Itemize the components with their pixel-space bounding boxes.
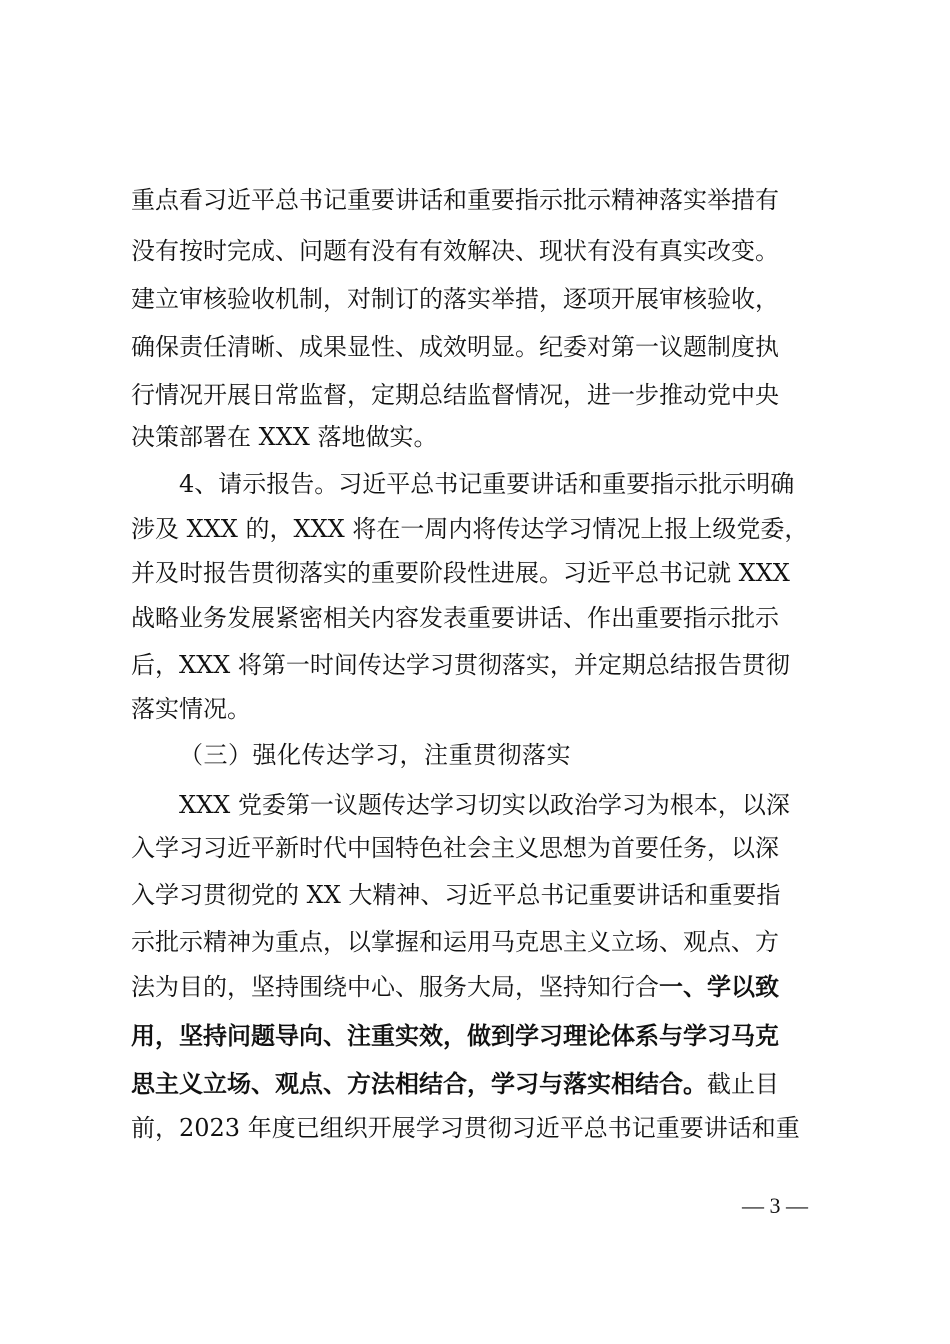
paragraph-line: 涉及 XXX 的，XXX 将在一周内将传达学习情况上报上级党委， (131, 515, 809, 543)
paragraph-line: 没有按时完成、问题有没有有效解决、现状有没有真实改变。 (131, 237, 779, 265)
text-run: 法为目的，坚持围绕中心、服务大局，坚持知行合 (131, 973, 659, 1001)
bold-text-run: 思主义立场、观点、方法相结合，学习与落实相结合。 (131, 1070, 707, 1098)
paragraph-line: 后，XXX 将第一时间传达学习贯彻落实，并定期总结报告贯彻 (131, 651, 790, 679)
page-number: — 3 — (742, 1193, 808, 1218)
text-run: 截止目 (707, 1070, 779, 1098)
paragraph-line: 落实情况。 (131, 695, 251, 723)
paragraph-line: 行情况开展日常监督，定期总结监督情况，进一步推动党中央 (131, 381, 779, 409)
paragraph-line: 前，2023 年度已组织开展学习贯彻习近平总书记重要讲话和重 (131, 1114, 800, 1142)
paragraph-line: 重点看习近平总书记重要讲话和重要指示批示精神落实举措有 (131, 186, 779, 214)
paragraph-line: 确保责任清晰、成果显性、成效明显。纪委对第一议题制度执 (131, 333, 779, 361)
paragraph-line: 战略业务发展紧密相关内容发表重要讲话、作出重要指示批示 (131, 604, 779, 632)
paragraph-line: 入学习贯彻党的 XX 大精神、习近平总书记重要讲话和重要指 (131, 881, 781, 909)
paragraph-line: 入学习习近平新时代中国特色社会主义思想为首要任务，以深 (131, 834, 779, 862)
paragraph-line: 4、请示报告。习近平总书记重要讲话和重要指示批示明确 (179, 470, 795, 498)
paragraph-line: XXX 党委第一议题传达学习切实以政治学习为根本，以深 (179, 791, 790, 819)
bold-paragraph-line: 用，坚持问题导向、注重实效，做到学习理论体系与学习马克 (131, 1022, 779, 1050)
paragraph-line (131, 1068, 831, 1100)
section-heading: （三）强化传达学习，注重贯彻落实 (179, 741, 571, 769)
paragraph-line (131, 971, 831, 1003)
paragraph-line: 并及时报告贯彻落实的重要阶段性进展。习近平总书记就 XXX (131, 559, 790, 587)
paragraph-line: 建立审核验收机制，对制订的落实举措，逐项开展审核验收， (131, 285, 779, 313)
paragraph-line: 示批示精神为重点，以掌握和运用马克思主义立场、观点、方 (131, 928, 779, 956)
bold-text-run: 一、学以致 (659, 973, 779, 1001)
paragraph-line: 决策部署在 XXX 落地做实。 (131, 423, 438, 451)
